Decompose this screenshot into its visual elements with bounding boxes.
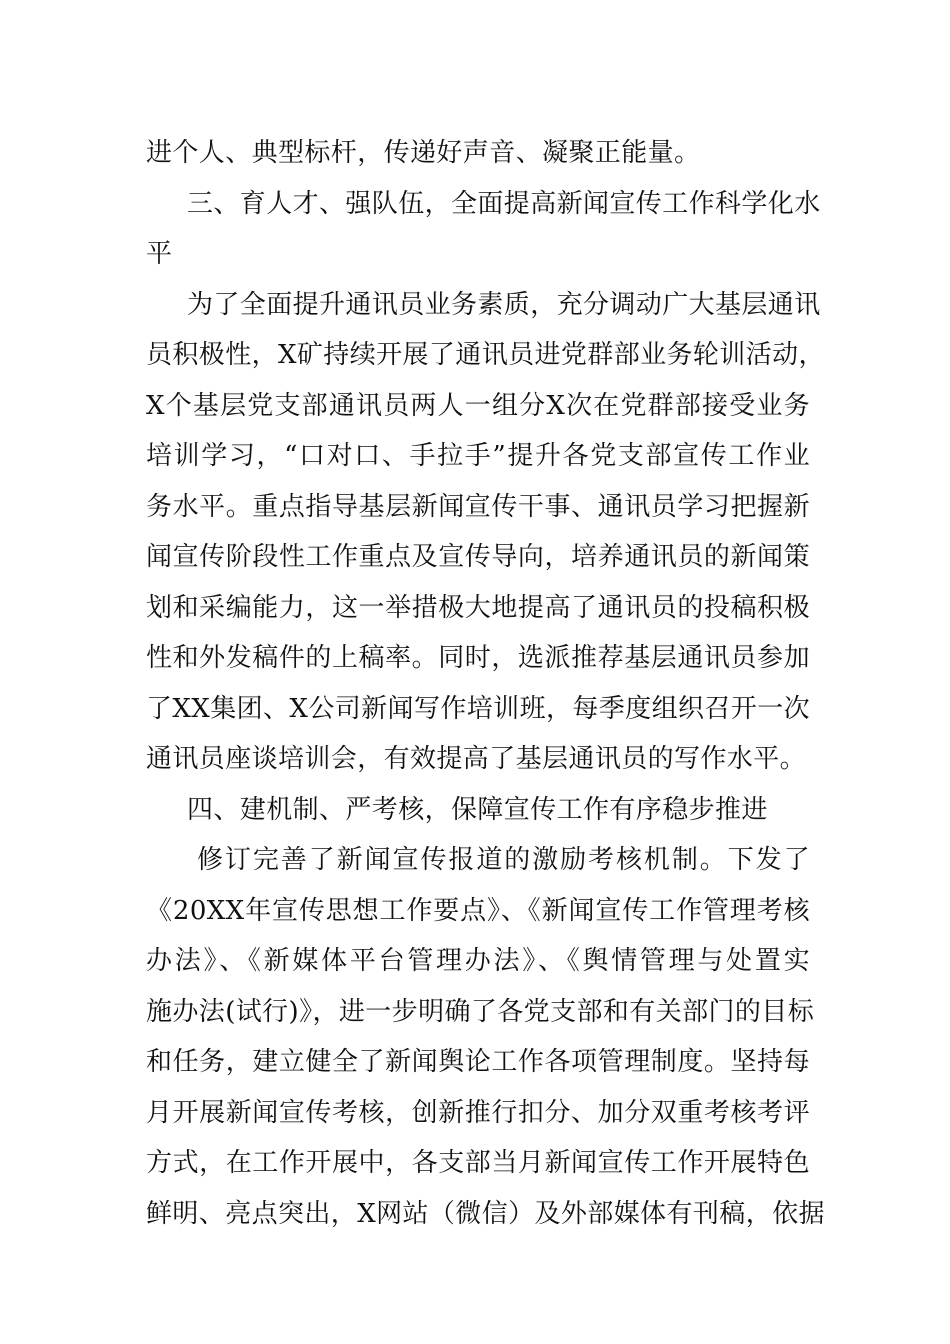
text-line: 通讯员座谈培训会，有效提高了基层通讯员的写作水平。 [146, 744, 807, 774]
text-line: 鲜明、亮点突出，X网站（微信）及外部媒体有刊稿，依据 [146, 1198, 825, 1229]
text-line: X个基层党支部通讯员两人一组分X次在党群部接受业务 [146, 390, 810, 421]
text-line: 进个人、典型标杆，传递好声音、凝聚正能量。 [146, 138, 701, 168]
text-line: 和任务，建立健全了新闻舆论工作各项管理制度。坚持每 [146, 1047, 810, 1077]
text-line: 办法》、《新媒体平台管理办法》、《舆情管理与处置实 [146, 946, 810, 976]
text-line: 务水平。重点指导基层新闻宣传干事、通讯员学习把握新 [146, 491, 810, 522]
text-line: 员积极性，X矿持续开展了通讯员进党群部业务轮训活动， [146, 340, 825, 370]
document-body [146, 128, 825, 1239]
text-line: 《20XX年宣传思想工作要点》、《新闻宣传工作管理考核 [146, 895, 810, 926]
section-heading-4: 四、建机制、严考核，保障宣传工作有序稳步推进 [187, 794, 768, 825]
paragraph-start: 为了全面提升通讯员业务素质，充分调动广大基层通讯 [187, 289, 821, 320]
text-line: 施办法(试行)》，进一步明确了各党支部和有关部门的目标 [146, 996, 815, 1027]
section-heading-3: 三、育人才、强队伍，全面提高新闻宣传工作科学化水 [187, 188, 821, 219]
text-line: 月开展新闻宣传考核，创新推行扣分、加分双重考核考评 [146, 1097, 810, 1128]
text-line: 平 [146, 239, 173, 269]
text-line: 划和采编能力，这一举措极大地提高了通讯员的投稿积极 [146, 592, 810, 623]
text-line: 方式，在工作开展中，各支部当月新闻宣传工作开展特色 [146, 1148, 810, 1178]
text-line: 性和外发稿件的上稿率。同时，选派推荐基层通讯员参加 [146, 643, 810, 673]
text-line: 培训学习，“口对口、手拉手”提升各党支部宣传工作业 [146, 441, 810, 471]
text-line: 闻宣传阶段性工作重点及宣传导向，培养通讯员的新闻策 [146, 542, 810, 572]
text-line: 了XX集团、X公司新闻写作培训班，每季度组织召开一次 [146, 693, 810, 724]
paragraph-start: 修订完善了新闻宣传报道的激励考核机制。下发了 [197, 845, 810, 875]
